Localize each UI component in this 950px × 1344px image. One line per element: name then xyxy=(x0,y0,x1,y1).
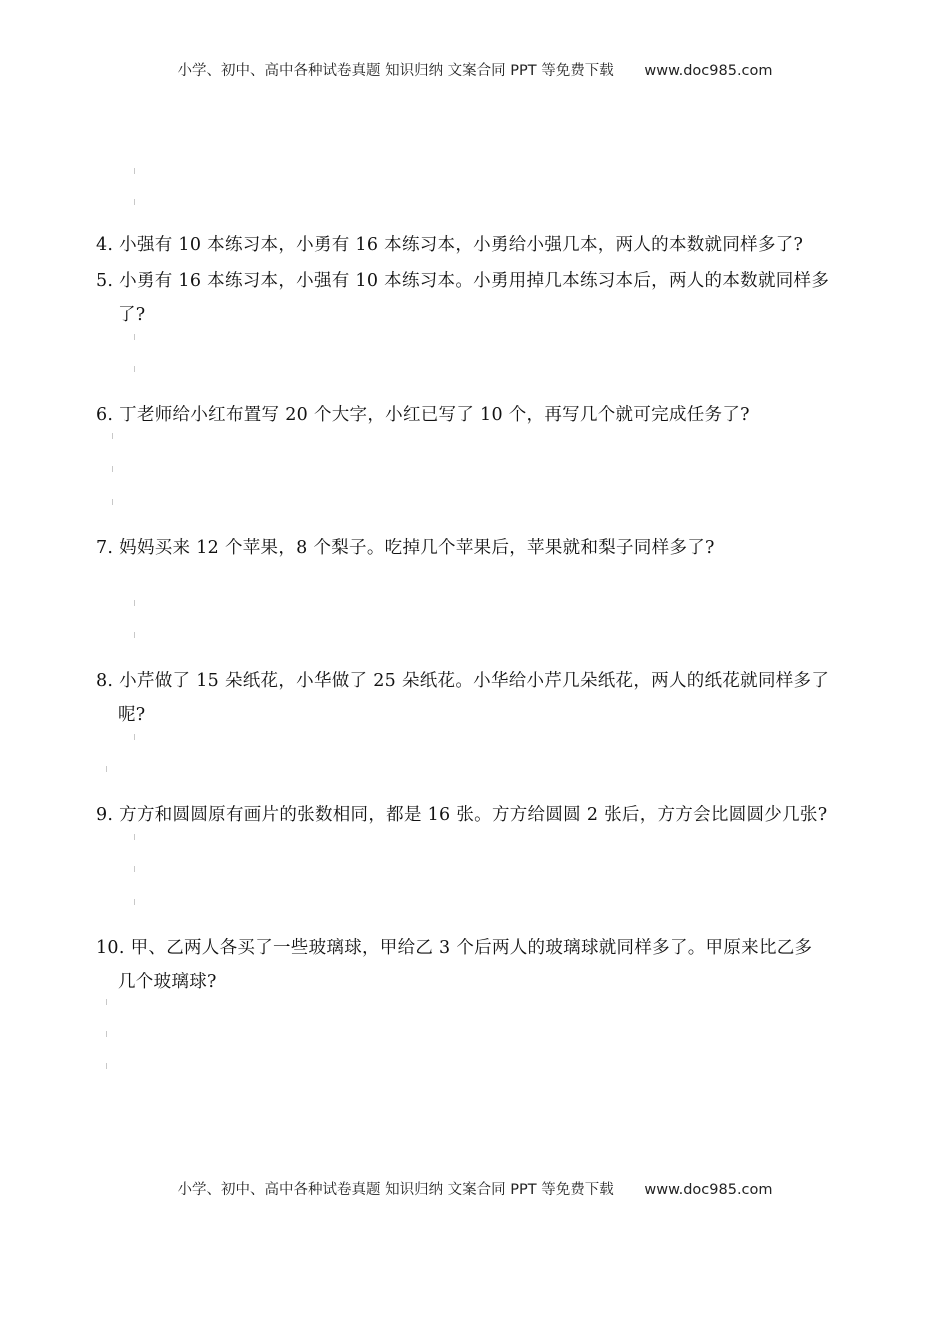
header-site-link[interactable]: www.doc985.com xyxy=(644,63,773,79)
question-5-text-cont: 了? xyxy=(118,305,146,325)
page-footer xyxy=(0,1178,950,1199)
header-text: 小学、初中、高中各种试卷真题 知识归纳 文案合同 PPT 等免费下载 xyxy=(177,63,614,79)
question-10-text-cont: 几个玻璃球? xyxy=(118,972,217,992)
question-10-text: 10. 甲、乙两人各买了一些玻璃球，甲给乙 3 个后两人的玻璃球就同样多了。甲原来比乙多 xyxy=(96,938,813,958)
question-5 xyxy=(96,264,866,332)
paragraph-mark xyxy=(134,334,135,340)
question-5-text: 5. 小勇有 16 本练习本，小强有 10 本练习本。小勇用掉几本练习本后，两人的本数就同样多 xyxy=(96,271,830,291)
question-7-text: 7. 妈妈买来 12 个苹果，8 个梨子。吃掉几个苹果后，苹果就和梨子同样多了? xyxy=(96,538,715,558)
paragraph-mark xyxy=(112,499,113,505)
footer-site-link[interactable]: www.doc985.com xyxy=(644,1182,773,1198)
paragraph-mark xyxy=(134,600,135,606)
question-10 xyxy=(96,931,866,999)
question-4-text: 4. 小强有 10 本练习本，小勇有 16 本练习本，小勇给小强几本，两人的本数就同样多了? xyxy=(96,235,804,255)
question-8 xyxy=(96,664,866,732)
question-8-text-cont: 呢? xyxy=(118,705,146,725)
paragraph-mark xyxy=(134,366,135,372)
paragraph-mark xyxy=(134,734,135,740)
question-8-text: 8. 小芹做了 15 朵纸花，小华做了 25 朵纸花。小华给小芹几朵纸花，两人的纸花就同样多了 xyxy=(96,671,830,691)
paragraph-mark xyxy=(134,199,135,205)
paragraph-mark xyxy=(134,632,135,638)
question-6-text: 6. 丁老师给小红布置写 20 个大字，小红已写了 10 个，再写几个就可完成任务了? xyxy=(96,405,750,425)
paragraph-mark xyxy=(134,834,135,840)
question-7 xyxy=(96,531,866,565)
page-header xyxy=(0,59,950,80)
question-9 xyxy=(96,798,866,832)
paragraph-mark xyxy=(106,766,107,772)
paragraph-mark xyxy=(106,1031,107,1037)
paragraph-mark xyxy=(134,866,135,872)
paragraph-mark xyxy=(134,168,135,174)
paragraph-mark xyxy=(134,899,135,905)
question-6 xyxy=(96,398,866,432)
question-4 xyxy=(96,228,866,262)
paragraph-mark xyxy=(106,999,107,1005)
paragraph-mark xyxy=(112,466,113,472)
paragraph-mark xyxy=(112,433,113,439)
question-9-text: 9. 方方和圆圆原有画片的张数相同，都是 16 张。方方给圆圆 2 张后，方方会比圆圆少几张? xyxy=(96,805,828,825)
paragraph-mark xyxy=(106,1063,107,1069)
footer-text: 小学、初中、高中各种试卷真题 知识归纳 文案合同 PPT 等免费下载 xyxy=(177,1182,614,1198)
